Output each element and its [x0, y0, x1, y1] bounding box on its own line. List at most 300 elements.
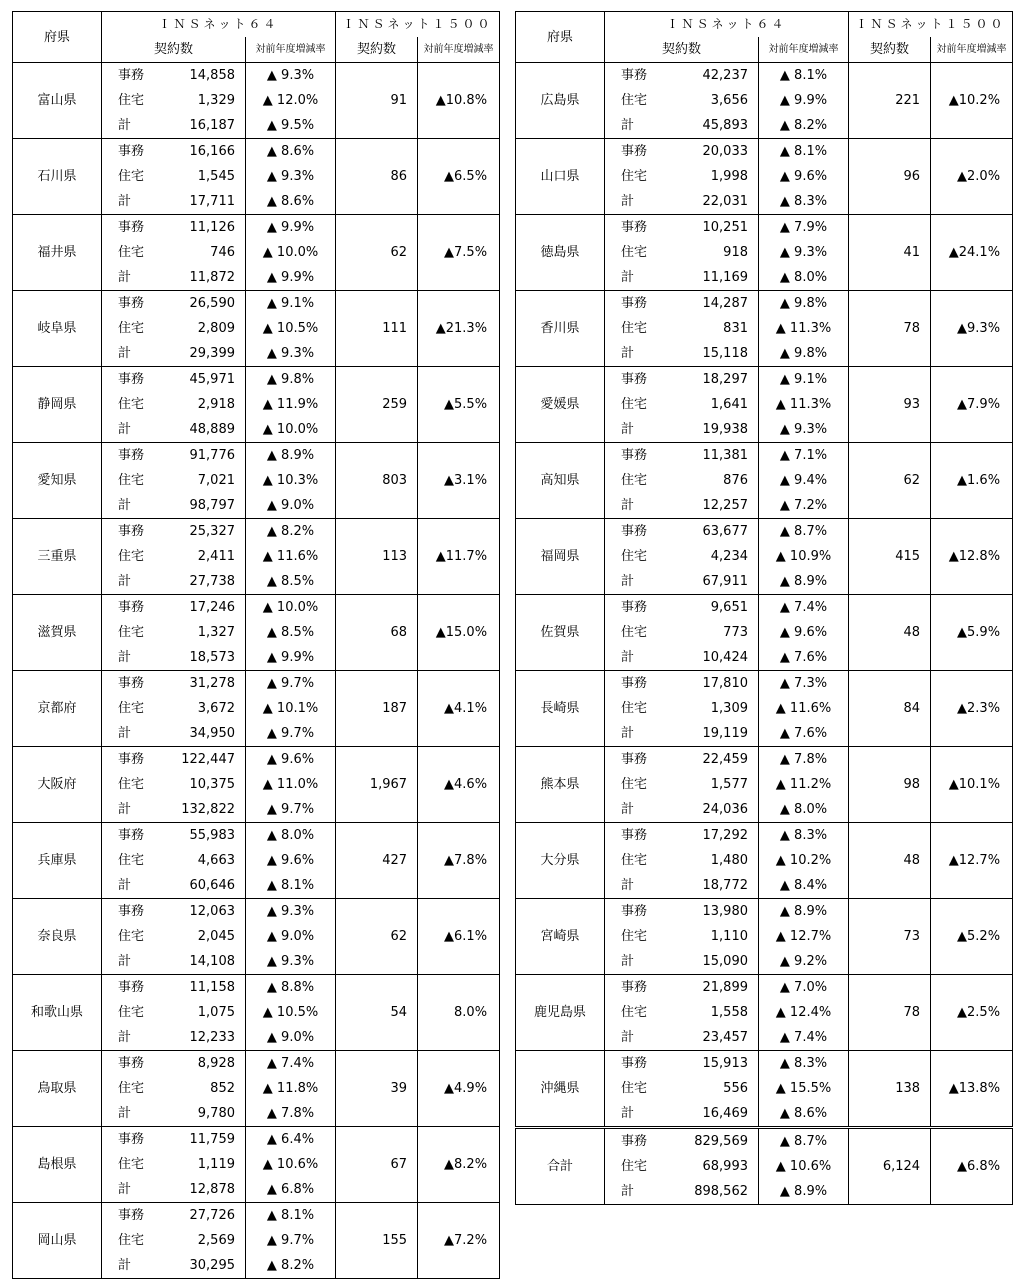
ins64-change: ▲ 9.3%	[246, 164, 336, 189]
ins1500-change: ▲11.7%	[418, 519, 500, 595]
prefecture-name: 鳥取県	[13, 1051, 102, 1127]
ins1500-contracts: 803	[336, 443, 418, 519]
ins64-contracts: 1,329	[157, 88, 246, 113]
ins1500-change: ▲2.3%	[931, 671, 1013, 747]
category-label: 計	[102, 873, 157, 899]
ins64-change: ▲ 9.7%	[246, 671, 336, 697]
ins1500-change: ▲7.9%	[931, 367, 1013, 443]
ins1500-contracts: 67	[336, 1127, 418, 1203]
ins1500-change: ▲4.1%	[418, 671, 500, 747]
category-label: 事務	[605, 671, 660, 697]
ins64-contracts: 17,810	[660, 671, 759, 697]
prefecture-name: 佐賀県	[516, 595, 605, 671]
category-label: 事務	[605, 747, 660, 773]
category-label: 計	[102, 1177, 157, 1203]
table-row	[13, 367, 500, 393]
ins64-change: ▲ 8.0%	[759, 797, 849, 823]
category-label: 住宅	[605, 772, 660, 797]
ins64-contracts: 25,327	[157, 519, 246, 545]
ins64-change: ▲ 10.6%	[246, 1152, 336, 1177]
category-label: 計	[605, 1101, 660, 1128]
ins64-change: ▲ 8.3%	[759, 189, 849, 215]
ins64-contracts: 34,950	[157, 721, 246, 747]
ins1500-contracts: 91	[336, 63, 418, 139]
ins1500-contracts: 415	[849, 519, 931, 595]
prefecture-name: 兵庫県	[13, 823, 102, 899]
table-row	[516, 671, 1013, 697]
category-label: 計	[605, 569, 660, 595]
ins64-contracts: 19,119	[660, 721, 759, 747]
table-row	[516, 899, 1013, 925]
ins64-change: ▲ 9.7%	[246, 797, 336, 823]
ins64-change: ▲ 8.3%	[759, 823, 849, 849]
category-label: 計	[102, 569, 157, 595]
ins64-change: ▲ 7.1%	[759, 443, 849, 469]
table-row	[13, 139, 500, 165]
ins64-contracts: 1,327	[157, 620, 246, 645]
ins1500-contracts: 48	[849, 595, 931, 671]
ins1500-contracts: 96	[849, 139, 931, 215]
ins64-contracts: 17,246	[157, 595, 246, 621]
category-label: 計	[102, 113, 157, 139]
header-ins64: ＩＮＳネット６４	[605, 12, 849, 38]
ins64-change: ▲ 10.0%	[246, 595, 336, 621]
ins64-change: ▲ 10.5%	[246, 1000, 336, 1025]
ins64-change: ▲ 7.2%	[759, 493, 849, 519]
header-ins1500-change: 対前年度増減率	[931, 37, 1013, 63]
ins64-contracts: 1,558	[660, 1000, 759, 1025]
ins64-change: ▲ 11.2%	[759, 772, 849, 797]
category-label: 事務	[605, 823, 660, 849]
category-label: 事務	[102, 671, 157, 697]
category-label: 事務	[102, 519, 157, 545]
ins64-contracts: 68,993	[660, 1154, 759, 1179]
ins1500-contracts: 155	[336, 1203, 418, 1279]
right-table-body	[516, 63, 1013, 1205]
ins64-contracts: 2,918	[157, 392, 246, 417]
category-label: 計	[102, 1101, 157, 1127]
category-label: 住宅	[102, 696, 157, 721]
ins64-contracts: 11,126	[157, 215, 246, 241]
ins1500-contracts: 62	[849, 443, 931, 519]
ins1500-contracts: 73	[849, 899, 931, 975]
prefecture-name: 愛媛県	[516, 367, 605, 443]
prefecture-name: 大阪府	[13, 747, 102, 823]
ins1500-contracts: 221	[849, 63, 931, 139]
ins64-change: ▲ 8.6%	[246, 189, 336, 215]
ins64-contracts: 14,287	[660, 291, 759, 317]
ins64-change: ▲ 8.9%	[759, 899, 849, 925]
ins64-change: ▲ 7.8%	[759, 747, 849, 773]
ins64-change: ▲ 7.6%	[759, 721, 849, 747]
ins1500-change: ▲10.8%	[418, 63, 500, 139]
ins64-change: ▲ 9.5%	[246, 113, 336, 139]
table-row	[13, 1127, 500, 1153]
category-label: 計	[605, 721, 660, 747]
ins64-change: ▲ 8.7%	[759, 1128, 849, 1155]
category-label: 事務	[102, 139, 157, 165]
ins64-change: ▲ 9.0%	[246, 924, 336, 949]
table-row	[516, 63, 1013, 89]
category-label: 事務	[102, 975, 157, 1001]
prefecture-name: 島根県	[13, 1127, 102, 1203]
table-row	[13, 519, 500, 545]
category-label: 計	[605, 1025, 660, 1051]
prefecture-name: 京都府	[13, 671, 102, 747]
ins64-change: ▲ 9.1%	[759, 367, 849, 393]
category-label: 住宅	[605, 848, 660, 873]
table-row	[13, 291, 500, 317]
category-label: 計	[605, 341, 660, 367]
category-label: 住宅	[102, 240, 157, 265]
ins1500-change: ▲5.9%	[931, 595, 1013, 671]
ins64-contracts: 132,822	[157, 797, 246, 823]
ins64-contracts: 2,411	[157, 544, 246, 569]
ins64-change: ▲ 7.9%	[759, 215, 849, 241]
ins64-contracts: 18,297	[660, 367, 759, 393]
ins64-contracts: 3,672	[157, 696, 246, 721]
category-label: 計	[102, 265, 157, 291]
ins64-change: ▲ 8.2%	[759, 113, 849, 139]
ins64-contracts: 21,899	[660, 975, 759, 1001]
ins64-contracts: 16,469	[660, 1101, 759, 1128]
right-table	[515, 11, 1013, 1205]
ins64-change: ▲ 7.8%	[246, 1101, 336, 1127]
category-label: 事務	[605, 367, 660, 393]
ins64-contracts: 16,166	[157, 139, 246, 165]
ins64-change: ▲ 9.9%	[759, 88, 849, 113]
prefecture-name: 岡山県	[13, 1203, 102, 1279]
ins64-contracts: 26,590	[157, 291, 246, 317]
ins1500-contracts: 98	[849, 747, 931, 823]
category-label: 事務	[605, 1051, 660, 1077]
ins64-change: ▲ 9.7%	[246, 1228, 336, 1253]
ins1500-change: ▲7.8%	[418, 823, 500, 899]
ins64-contracts: 23,457	[660, 1025, 759, 1051]
ins64-change: ▲ 15.5%	[759, 1076, 849, 1101]
category-label: 事務	[605, 139, 660, 165]
ins64-contracts: 11,381	[660, 443, 759, 469]
ins64-contracts: 1,309	[660, 696, 759, 721]
ins64-contracts: 1,998	[660, 164, 759, 189]
ins64-change: ▲ 9.9%	[246, 215, 336, 241]
ins64-change: ▲ 11.3%	[759, 392, 849, 417]
ins1500-change: ▲6.8%	[931, 1128, 1013, 1205]
ins1500-contracts: 62	[336, 215, 418, 291]
category-label: 計	[605, 1179, 660, 1205]
ins64-change: ▲ 8.0%	[759, 265, 849, 291]
ins1500-change: ▲13.8%	[931, 1051, 1013, 1128]
ins64-contracts: 7,021	[157, 468, 246, 493]
category-label: 事務	[102, 1127, 157, 1153]
category-label: 事務	[102, 595, 157, 621]
ins64-change: ▲ 10.9%	[759, 544, 849, 569]
category-label: 住宅	[102, 88, 157, 113]
ins64-change: ▲ 10.6%	[759, 1154, 849, 1179]
ins64-contracts: 9,651	[660, 595, 759, 621]
table-row	[516, 291, 1013, 317]
ins1500-contracts: 1,967	[336, 747, 418, 823]
category-label: 事務	[605, 1128, 660, 1155]
ins1500-change: ▲2.0%	[931, 139, 1013, 215]
ins64-change: ▲ 8.6%	[246, 139, 336, 165]
category-label: 住宅	[102, 164, 157, 189]
ins64-change: ▲ 8.9%	[759, 569, 849, 595]
ins64-contracts: 11,872	[157, 265, 246, 291]
header-ins1500: ＩＮＳネット１５００	[336, 12, 500, 38]
header-ins64: ＩＮＳネット６４	[102, 12, 336, 38]
ins64-change: ▲ 9.0%	[246, 493, 336, 519]
ins64-contracts: 45,893	[660, 113, 759, 139]
ins64-contracts: 67,911	[660, 569, 759, 595]
ins64-contracts: 29,399	[157, 341, 246, 367]
ins64-contracts: 3,656	[660, 88, 759, 113]
ins64-contracts: 918	[660, 240, 759, 265]
ins64-change: ▲ 9.3%	[759, 417, 849, 443]
category-label: 事務	[605, 291, 660, 317]
ins64-change: ▲ 9.9%	[246, 645, 336, 671]
ins64-contracts: 556	[660, 1076, 759, 1101]
category-label: 計	[102, 189, 157, 215]
category-label: 計	[605, 645, 660, 671]
ins64-change: ▲ 9.3%	[246, 899, 336, 925]
ins1500-change: ▲12.7%	[931, 823, 1013, 899]
prefecture-name: 香川県	[516, 291, 605, 367]
header-prefecture: 府県	[13, 12, 102, 63]
ins64-change: ▲ 10.5%	[246, 316, 336, 341]
ins64-change: ▲ 8.9%	[759, 1179, 849, 1205]
ins64-contracts: 55,983	[157, 823, 246, 849]
ins64-contracts: 20,033	[660, 139, 759, 165]
ins64-change: ▲ 8.8%	[246, 975, 336, 1001]
ins64-contracts: 16,187	[157, 113, 246, 139]
ins1500-change: ▲3.1%	[418, 443, 500, 519]
header-ins1500-change: 対前年度増減率	[418, 37, 500, 63]
header-ins1500-contracts: 契約数	[849, 37, 931, 63]
ins64-contracts: 31,278	[157, 671, 246, 697]
ins1500-change: ▲4.9%	[418, 1051, 500, 1127]
ins64-contracts: 60,646	[157, 873, 246, 899]
category-label: 住宅	[605, 316, 660, 341]
table-row	[516, 975, 1013, 1001]
category-label: 事務	[102, 823, 157, 849]
ins64-change: ▲ 6.8%	[246, 1177, 336, 1203]
category-label: 事務	[605, 519, 660, 545]
ins64-change: ▲ 9.9%	[246, 265, 336, 291]
ins64-contracts: 12,233	[157, 1025, 246, 1051]
ins64-contracts: 11,158	[157, 975, 246, 1001]
ins1500-contracts: 111	[336, 291, 418, 367]
ins64-contracts: 14,108	[157, 949, 246, 975]
prefecture-name: 静岡県	[13, 367, 102, 443]
ins64-contracts: 746	[157, 240, 246, 265]
ins64-contracts: 27,726	[157, 1203, 246, 1229]
ins64-contracts: 4,234	[660, 544, 759, 569]
ins64-change: ▲ 11.6%	[246, 544, 336, 569]
ins1500-change: ▲6.5%	[418, 139, 500, 215]
header-ins64-change: 対前年度増減率	[759, 37, 849, 63]
category-label: 住宅	[102, 1000, 157, 1025]
table-row	[13, 443, 500, 469]
prefecture-name: 宮崎県	[516, 899, 605, 975]
total-label: 合計	[516, 1128, 605, 1205]
ins64-contracts: 773	[660, 620, 759, 645]
ins64-change: ▲ 8.7%	[759, 519, 849, 545]
ins64-change: ▲ 12.4%	[759, 1000, 849, 1025]
ins64-change: ▲ 8.2%	[246, 519, 336, 545]
ins64-change: ▲ 9.2%	[759, 949, 849, 975]
category-label: 計	[605, 113, 660, 139]
ins64-contracts: 17,292	[660, 823, 759, 849]
ins64-contracts: 4,663	[157, 848, 246, 873]
ins64-contracts: 30,295	[157, 1253, 246, 1279]
ins64-change: ▲ 9.3%	[246, 949, 336, 975]
header-ins1500-contracts: 契約数	[336, 37, 418, 63]
category-label: 事務	[102, 899, 157, 925]
category-label: 計	[102, 1253, 157, 1279]
ins64-change: ▲ 9.6%	[246, 848, 336, 873]
ins1500-contracts: 84	[849, 671, 931, 747]
ins64-contracts: 91,776	[157, 443, 246, 469]
category-label: 住宅	[102, 392, 157, 417]
ins1500-change: ▲24.1%	[931, 215, 1013, 291]
ins1500-contracts: 68	[336, 595, 418, 671]
table-row	[13, 899, 500, 925]
ins1500-contracts: 93	[849, 367, 931, 443]
ins64-change: ▲ 9.7%	[246, 721, 336, 747]
category-label: 計	[102, 341, 157, 367]
ins1500-contracts: 86	[336, 139, 418, 215]
category-label: 住宅	[102, 1152, 157, 1177]
ins64-change: ▲ 9.6%	[759, 164, 849, 189]
category-label: 住宅	[102, 772, 157, 797]
ins64-change: ▲ 7.4%	[759, 595, 849, 621]
table-row	[13, 1051, 500, 1077]
ins1500-change: ▲7.5%	[418, 215, 500, 291]
ins1500-change: ▲4.6%	[418, 747, 500, 823]
prefecture-name: 山口県	[516, 139, 605, 215]
ins64-change: ▲ 9.3%	[759, 240, 849, 265]
ins64-change: ▲ 8.1%	[246, 873, 336, 899]
ins64-change: ▲ 11.3%	[759, 316, 849, 341]
ins64-contracts: 9,780	[157, 1101, 246, 1127]
table-row	[13, 747, 500, 773]
ins64-contracts: 1,480	[660, 848, 759, 873]
ins64-change: ▲ 9.4%	[759, 468, 849, 493]
ins64-contracts: 17,711	[157, 189, 246, 215]
category-label: 計	[605, 417, 660, 443]
ins1500-contracts: 187	[336, 671, 418, 747]
ins64-contracts: 10,424	[660, 645, 759, 671]
table-row	[13, 671, 500, 697]
prefecture-name: 徳島県	[516, 215, 605, 291]
category-label: 計	[605, 265, 660, 291]
ins64-contracts: 829,569	[660, 1128, 759, 1155]
ins64-change: ▲ 9.6%	[246, 747, 336, 773]
ins64-change: ▲ 8.1%	[759, 139, 849, 165]
ins64-contracts: 22,459	[660, 747, 759, 773]
ins1500-change: ▲5.2%	[931, 899, 1013, 975]
ins64-contracts: 45,971	[157, 367, 246, 393]
ins64-change: ▲ 8.5%	[246, 620, 336, 645]
ins64-contracts: 15,913	[660, 1051, 759, 1077]
category-label: 計	[605, 949, 660, 975]
ins64-change: ▲ 10.1%	[246, 696, 336, 721]
ins1500-contracts: 6,124	[849, 1128, 931, 1205]
prefecture-name: 滋賀県	[13, 595, 102, 671]
ins64-contracts: 8,928	[157, 1051, 246, 1077]
ins64-contracts: 14,858	[157, 63, 246, 89]
ins64-change: ▲ 9.1%	[246, 291, 336, 317]
prefecture-name: 愛知県	[13, 443, 102, 519]
ins1500-contracts: 113	[336, 519, 418, 595]
ins64-contracts: 12,063	[157, 899, 246, 925]
table-row	[13, 215, 500, 241]
prefecture-name: 和歌山県	[13, 975, 102, 1051]
ins1500-change: ▲8.2%	[418, 1127, 500, 1203]
table-row	[516, 519, 1013, 545]
ins64-contracts: 11,169	[660, 265, 759, 291]
table-row	[516, 139, 1013, 165]
ins64-change: ▲ 9.6%	[759, 620, 849, 645]
ins64-contracts: 10,375	[157, 772, 246, 797]
category-label: 住宅	[605, 88, 660, 113]
header-prefecture: 府県	[516, 12, 605, 63]
ins64-change: ▲ 11.8%	[246, 1076, 336, 1101]
category-label: 計	[605, 493, 660, 519]
ins64-contracts: 13,980	[660, 899, 759, 925]
ins64-change: ▲ 9.0%	[246, 1025, 336, 1051]
table-row	[13, 595, 500, 621]
table-row	[13, 1203, 500, 1229]
category-label: 事務	[605, 63, 660, 89]
left-table	[12, 11, 500, 1279]
prefecture-name: 奈良県	[13, 899, 102, 975]
category-label: 計	[102, 721, 157, 747]
category-label: 事務	[605, 899, 660, 925]
prefecture-name: 大分県	[516, 823, 605, 899]
category-label: 住宅	[605, 620, 660, 645]
table-row	[516, 1051, 1013, 1077]
ins64-change: ▲ 11.6%	[759, 696, 849, 721]
ins1500-contracts: 427	[336, 823, 418, 899]
category-label: 計	[102, 949, 157, 975]
ins64-change: ▲ 9.8%	[759, 341, 849, 367]
ins64-change: ▲ 8.1%	[246, 1203, 336, 1229]
category-label: 事務	[605, 595, 660, 621]
ins1500-contracts: 39	[336, 1051, 418, 1127]
category-label: 住宅	[102, 620, 157, 645]
ins64-contracts: 852	[157, 1076, 246, 1101]
header-ins64-change: 対前年度増減率	[246, 37, 336, 63]
prefecture-name: 福井県	[13, 215, 102, 291]
category-label: 住宅	[102, 544, 157, 569]
category-label: 住宅	[102, 1076, 157, 1101]
ins1500-change: ▲10.1%	[931, 747, 1013, 823]
prefecture-name: 広島県	[516, 63, 605, 139]
ins64-change: ▲ 9.8%	[246, 367, 336, 393]
ins64-change: ▲ 6.4%	[246, 1127, 336, 1153]
left-table-body	[13, 63, 500, 1279]
ins1500-change: ▲5.5%	[418, 367, 500, 443]
ins64-change: ▲ 7.0%	[759, 975, 849, 1001]
ins64-change: ▲ 12.7%	[759, 924, 849, 949]
ins64-contracts: 19,938	[660, 417, 759, 443]
table-row	[516, 747, 1013, 773]
ins64-contracts: 11,759	[157, 1127, 246, 1153]
ins64-contracts: 1,545	[157, 164, 246, 189]
ins64-contracts: 1,075	[157, 1000, 246, 1025]
